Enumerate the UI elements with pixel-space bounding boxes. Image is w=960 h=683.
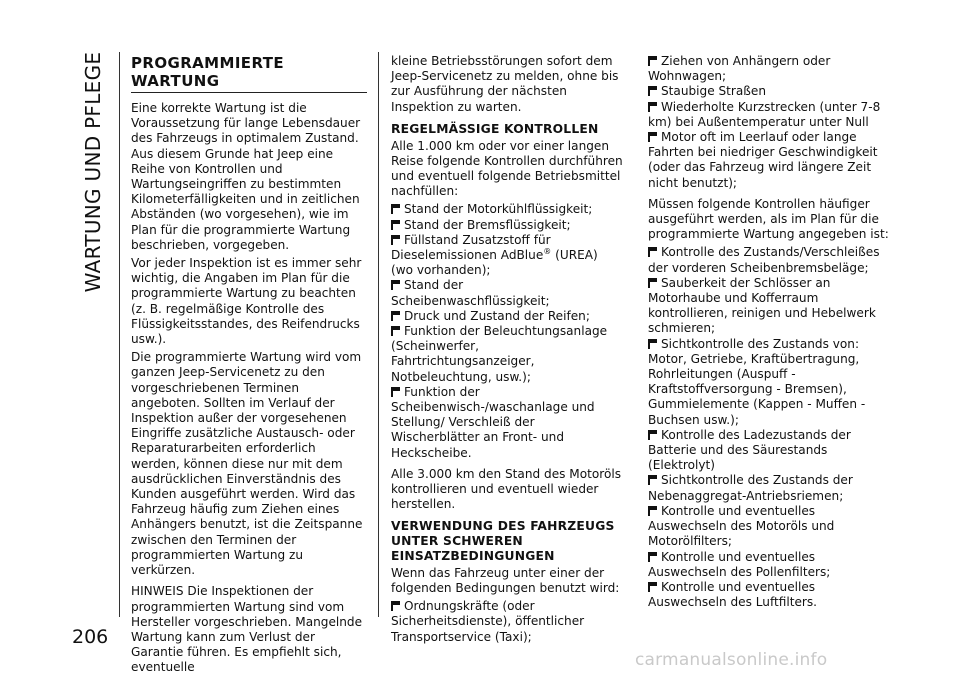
bullet-icon	[648, 56, 657, 66]
paragraph: Alle 3.000 km den Stand des Motoröls kontrollieren und eventuell wieder herstellen.	[391, 466, 622, 512]
bullet-icon	[648, 102, 657, 112]
list-item: Ordnungskräfte (oder Sicherheitsdienste), öffentlicher Transportservice (Taxi);	[391, 599, 585, 644]
list-item: Kontrolle und eventuelles Auswechseln des Pollenfilters;	[648, 549, 831, 579]
column-1	[131, 54, 367, 679]
sub-heading: VERWENDUNG DES FAHRZEUGS UNTER SCHWEREN EINSATZBEDINGUNGEN	[391, 519, 615, 564]
bullet-icon	[391, 326, 400, 336]
bullet-icon	[391, 235, 400, 245]
note-paragraph: HINWEIS Die Inspektionen der programmierten Wartung sind vom Hersteller vorgeschrieben. Mangelnde Wartung kann zum Verlust der Garantie führen. Es empfiehlt sich, eventuelle	[131, 584, 363, 675]
list-item: Kontrolle und eventuelles Auswechseln des Motoröls und Motorölfilters;	[648, 503, 835, 549]
paragraph: Eine korrekte Wartung ist die Voraussetzung für lange Lebensdauer des Fahrzeugs in optimalem Zustand. Aus diesem Grunde hat Jeep eine Reihe von Kontrollen und Wartungseingriffen zu bestimmten Kilometerfälligkeiten und in zeitlichen Abständen (wo vorgesehen), wie im Plan für die programmierte Wartung beschrieben, vorgegeben.	[131, 101, 361, 252]
paragraph: Alle 1.000 km oder vor einer langen Reise folgende Kontrollen durchführen und eventuell folgende Betriebsmittel nachfüllen:	[391, 138, 623, 199]
bullet-icon	[648, 86, 657, 96]
list-item: Kontrolle des Zustands/Verschleißes der vorderen Scheibenbremsbeläge;	[648, 245, 880, 275]
check-list	[391, 202, 623, 460]
list-item: Sichtkontrolle des Zustands von: Motor, Getriebe, Kraftübertragung, Rohrleitungen (Auspuff - Kraftstoffversorgung - Bremsen), Gummielemente (Kappen - Muffen - Buchsen usw.);	[648, 336, 866, 427]
paragraph: Die programmierte Wartung wird vom ganzen Jeep-Servicenetz zu den vorgeschriebenen Terminen angeboten. Sollten im Verlauf der Inspektion außer der vorgesehenen Eingriffe zusätzliche Austausch- oder Reparaturarbeiten erforderlich werden, können diese nur mit dem ausdrücklichen Einverständnis des Kunden ausgeführt werden. Wird das Fahrzeug häufig zum Ziehen eines Anhängers benutzt, ist die Zeitspanne zwischen den Terminen der programmierten Wartung zu verkürzen.	[131, 350, 363, 578]
list-item: Stand der Bremsflüssigkeit;	[391, 218, 623, 233]
bullet-icon	[648, 552, 657, 562]
list-item: Kontrolle und eventuelles Auswechseln des Luftfilters.	[648, 579, 818, 610]
bullet-icon	[391, 204, 400, 214]
bullet-icon	[648, 247, 657, 257]
bullet-icon	[648, 475, 657, 485]
paragraph: Wenn das Fahrzeug unter einer der folgenden Bedingungen benutzt wird:	[391, 565, 620, 596]
list-item: Motor oft im Leerlauf oder lange Fahrten bei niedriger Geschwindigkeit (oder das Fahrzeug wird längere Zeit nicht benutzt);	[648, 130, 878, 190]
column-3	[648, 54, 890, 610]
section-heading: PROGRAMMIERTE WARTUNG	[131, 54, 367, 93]
bullet-icon	[648, 506, 657, 516]
list-item: Sauberkeit der Schlösser an Motorhaube und Kofferraum kontrollieren, reinigen und Hebelwerk schmieren;	[648, 275, 876, 336]
list-item: Funktion der Beleuchtungsanlage (Scheinwerfer, Fahrtrichtungsanzeiger, Notbeleuchtung, usw.);	[391, 324, 608, 384]
check-list	[648, 245, 890, 610]
list-item: Druck und Zustand der Reifen;	[391, 309, 623, 324]
bullet-icon	[648, 582, 657, 592]
bullet-icon	[391, 220, 400, 230]
bullet-icon	[648, 132, 657, 142]
paragraph: Müssen folgende Kontrollen häufiger ausgeführt werden, als im Plan für die programmierte Wartung angegeben ist:	[648, 196, 889, 242]
list-item: Wiederholte Kurzstrecken (unter 7-8 km) bei Außentemperatur unter Null	[648, 99, 881, 129]
condition-list	[391, 599, 623, 645]
column-2	[391, 54, 623, 645]
registered-mark: ®	[543, 247, 552, 256]
column-divider	[119, 52, 120, 617]
list-item: Stand der Scheibenwaschflüssigkeit;	[391, 278, 550, 308]
watermark: carmanualsonline.info	[635, 650, 828, 670]
bullet-icon	[648, 339, 657, 349]
column-divider	[378, 52, 379, 617]
condition-list	[648, 54, 890, 191]
list-item: Ziehen von Anhängern oder Wohnwagen;	[648, 54, 831, 84]
bullet-icon	[391, 387, 400, 397]
list-item: Kontrolle des Ladezustands der Batterie und des Säurestands (Elektrolyt)	[648, 427, 851, 473]
paragraph: Vor jeder Inspektion ist es immer sehr wichtig, die Angaben im Plan für die programmierte Wartung zu beachten (z. B. regelmäßige Kontrolle des Flüssigkeitsstandes, des Reifendrucks usw.).	[131, 256, 362, 347]
page-number: 206	[72, 626, 109, 648]
bullet-icon	[391, 601, 400, 611]
bullet-icon	[648, 430, 657, 440]
list-item: Staubige Straßen	[648, 84, 890, 99]
list-item: Füllstand Zusatzstoff für Dieselemissionen AdBlue® (UREA) (wo vorhanden);	[391, 232, 598, 278]
bullet-icon	[391, 311, 400, 321]
chapter-title: WARTUNG UND PFLEGE	[81, 51, 105, 293]
bullet-icon	[391, 280, 400, 290]
list-item: Stand der Motorkühlflüssigkeit;	[391, 202, 623, 217]
paragraph: kleine Betriebsstörungen sofort dem Jeep-Servicenetz zu melden, ohne bis zur Ausführung der nächsten Inspektion zu warten.	[391, 54, 619, 114]
list-item: Sichtkontrolle des Zustands der Nebenaggregat-Antriebsriemen;	[648, 473, 853, 503]
bullet-icon	[648, 278, 657, 288]
sub-heading: REGELMÄSSIGE KONTROLLEN	[391, 121, 599, 136]
list-item: Funktion der Scheibenwisch-/waschanlage und Stellung/ Verschleiß der Wischerblätter an Front- und Heckscheibe.	[391, 384, 595, 460]
